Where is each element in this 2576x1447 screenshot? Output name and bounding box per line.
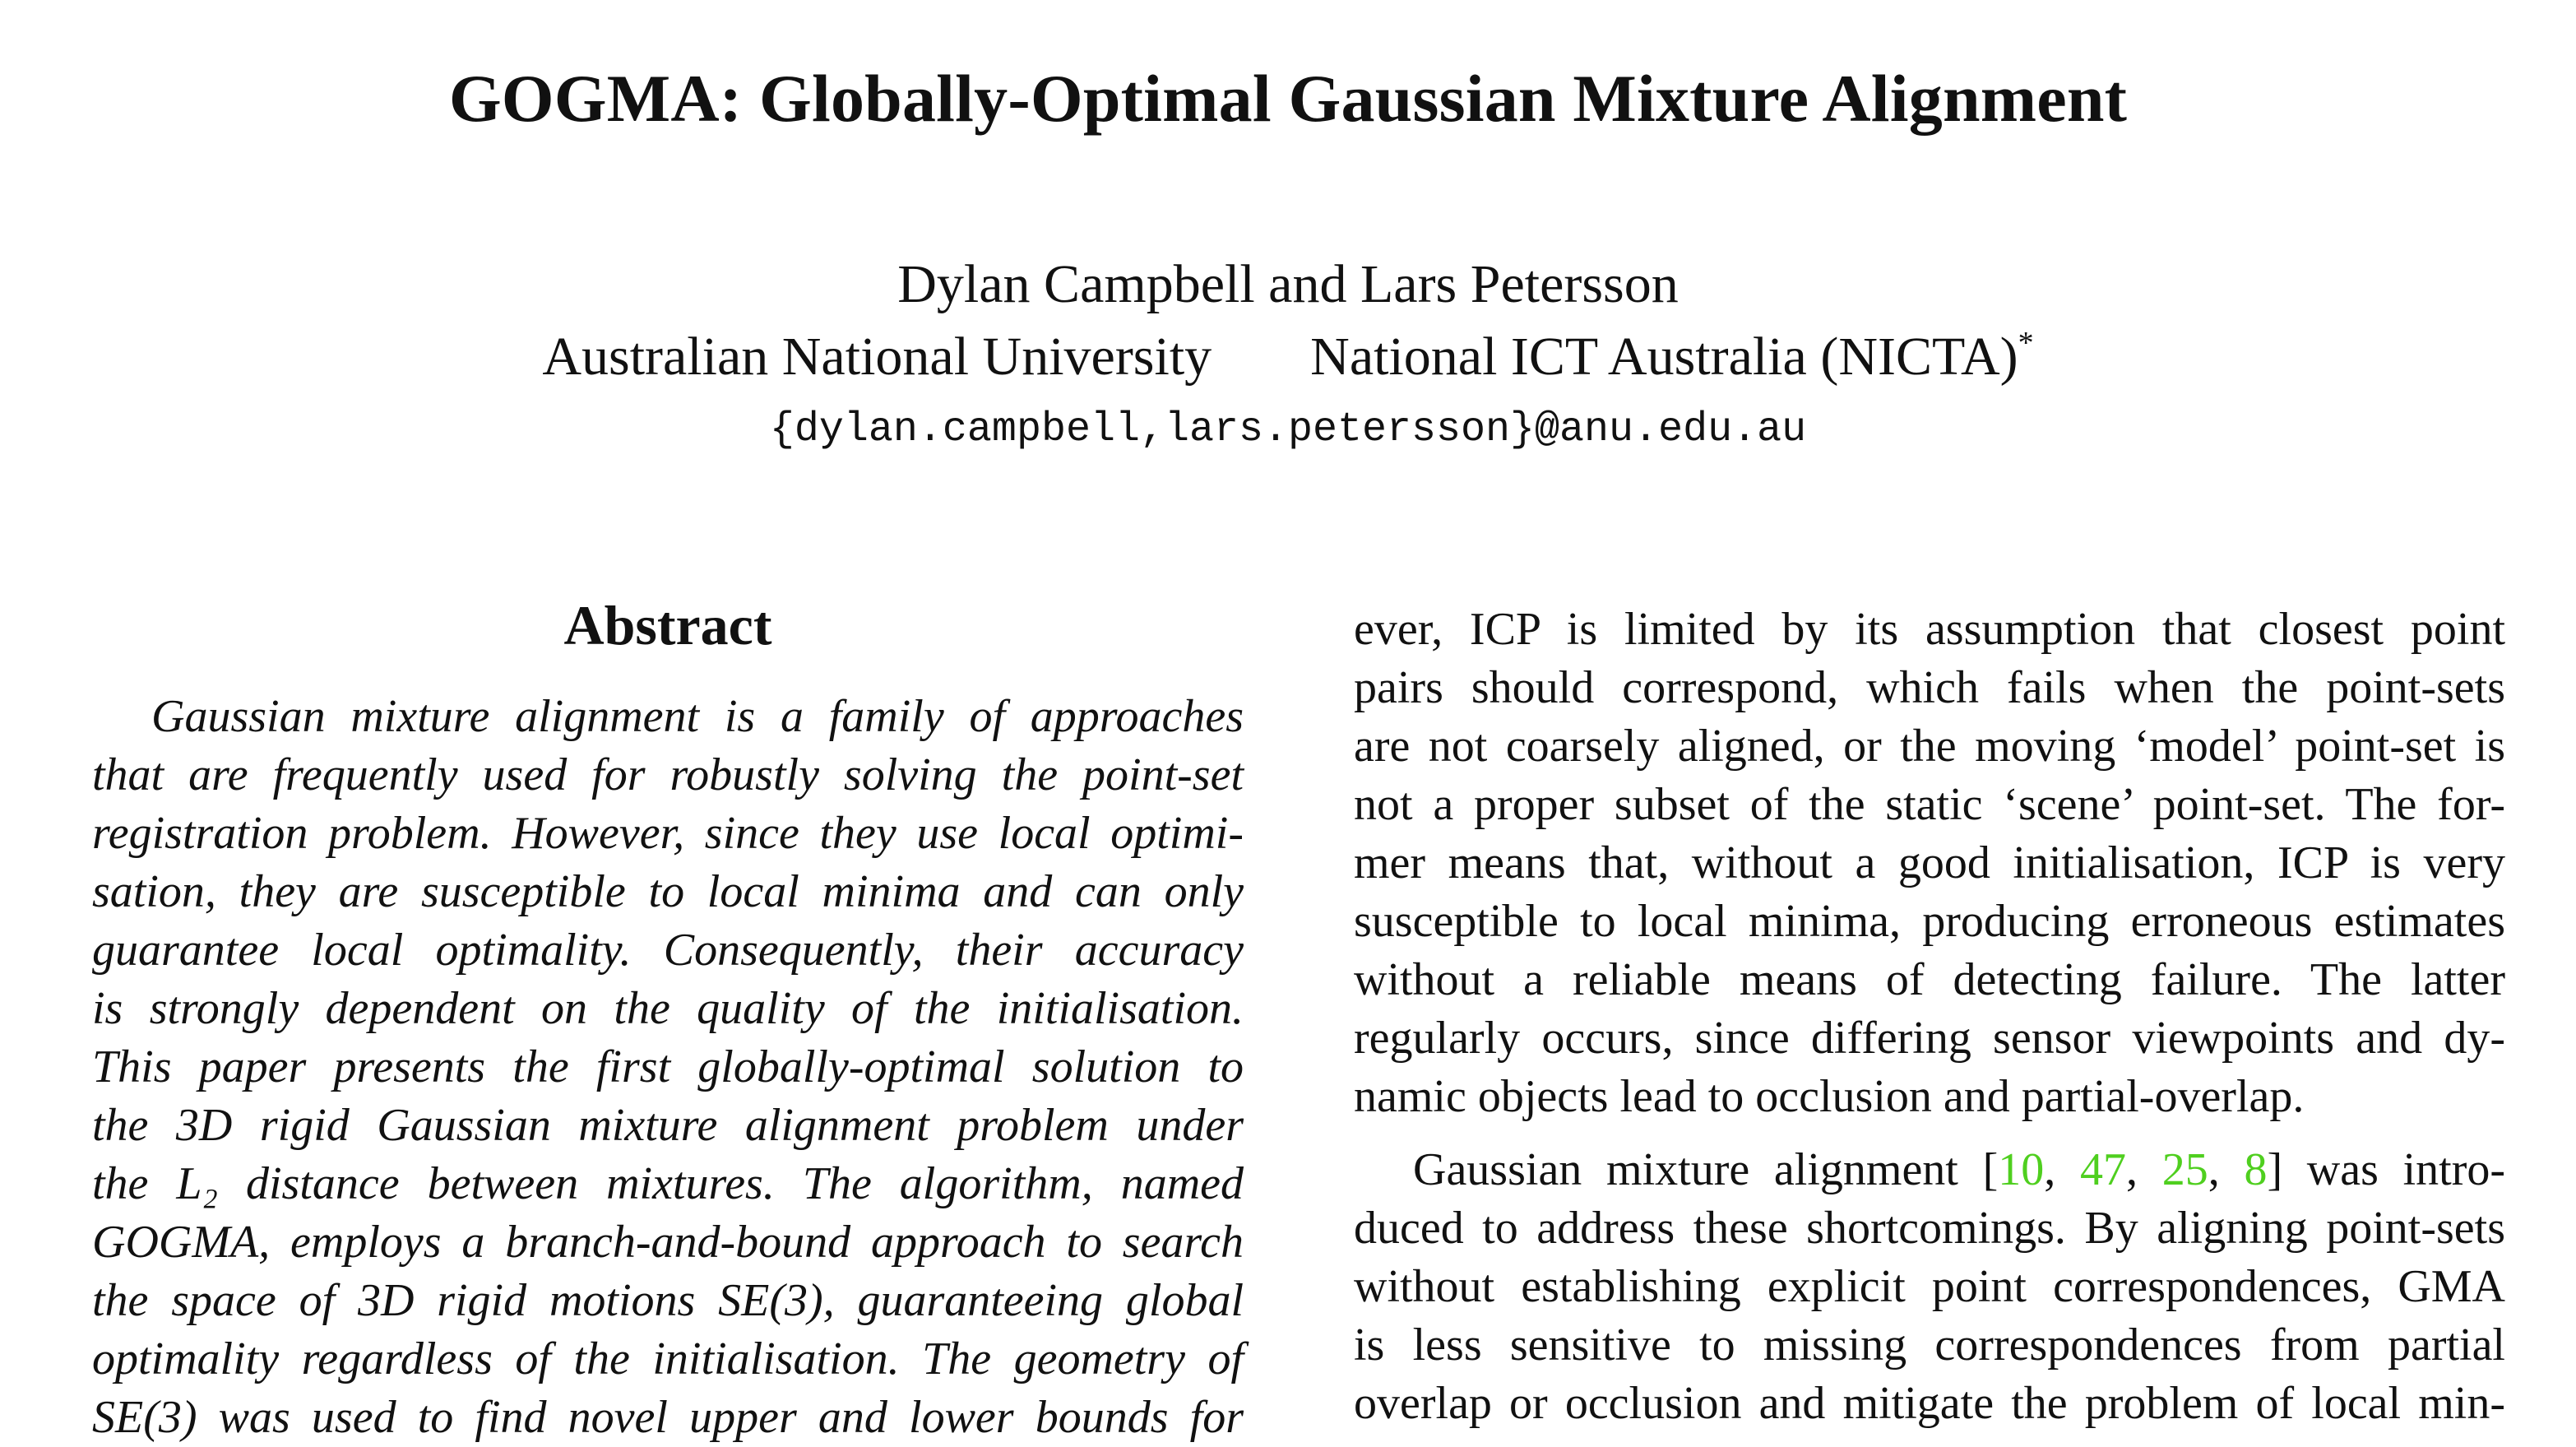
- abstract-line: the 3D rigid Gaussian mixture alignment problem under: [92, 1100, 1244, 1151]
- affiliation-footnote-mark: *: [2018, 326, 2034, 360]
- intro-line: are not coarsely aligned, or the moving ‘model’ point-set is: [1354, 721, 2505, 772]
- intro-column: [1354, 601, 2505, 1433]
- abstract-line: the space of 3D rigid motions SE(3), guaranteeing global: [92, 1275, 1244, 1326]
- paper-title: GOGMA: Globally-Optimal Gaussian Mixture Alignment: [448, 61, 2128, 136]
- abstract-line: registration problem. However, since they use local optimi-: [92, 808, 1244, 859]
- intro-line-with-citations: Gaussian mixture alignment [10, 47, 25, 8] was intro-: [1413, 1144, 2506, 1195]
- abstract-line: This paper presents the first globally-optimal solution to: [92, 1041, 1244, 1092]
- intro-line: duced to address these shortcomings. By aligning point-sets: [1354, 1203, 2505, 1254]
- affiliations: [0, 324, 2576, 390]
- citation-link[interactable]: 25: [2161, 1144, 2208, 1195]
- abstract-line: is strongly dependent on the quality of the initialisation.: [92, 983, 1244, 1034]
- intro-line: pairs should correspond, which fails when the point-sets: [1354, 662, 2505, 713]
- abstract-line: the L₂ distance between mixtures. The algorithm, named: [92, 1158, 1244, 1209]
- citation-link[interactable]: 10: [1998, 1144, 2045, 1195]
- intro-line: ever, ICP is limited by its assumption that closest point: [1354, 604, 2505, 655]
- abstract-line: that are frequently used for robustly solving the point-set: [92, 749, 1244, 800]
- author-names: Dylan Campbell and Lars Petersson: [897, 254, 1679, 314]
- intro-line: not a proper subset of the static ‘scene’ point-set. The for-: [1354, 779, 2505, 830]
- intro-line: without a reliable means of detecting failure. The latter: [1354, 954, 2505, 1005]
- intro-line: namic objects lead to occlusion and partial-overlap.: [1354, 1071, 2305, 1122]
- abstract-line: SE(3) was used to find novel upper and lower bounds for: [92, 1392, 1244, 1443]
- intro-line: regularly occurs, since differing sensor viewpoints and dy-: [1354, 1013, 2505, 1064]
- abstract-heading: Abstract: [563, 594, 772, 656]
- intro-line: overlap or occlusion and mitigate the problem of local min-: [1354, 1378, 2505, 1429]
- intro-text: ] was intro-: [2267, 1144, 2506, 1195]
- citation-link[interactable]: 8: [2244, 1144, 2268, 1195]
- abstract-line: optimality regardless of the initialisation. The geometry of: [92, 1333, 1244, 1384]
- abstract-line: Gaussian mixture alignment is a family of approaches: [151, 691, 1244, 742]
- abstract-line: sation, they are susceptible to local minima and can only: [92, 866, 1244, 917]
- abstract-line: guarantee local optimality. Consequently, their accuracy: [92, 925, 1244, 976]
- intro-line: is less sensitive to missing correspondences from partial: [1354, 1319, 2505, 1370]
- author-email: {dylan.campbell,lars.petersson}@anu.edu.au: [769, 406, 1807, 453]
- citation-link[interactable]: 47: [2079, 1144, 2126, 1195]
- intro-line: mer means that, without a good initialisation, ICP is very: [1354, 837, 2505, 888]
- intro-line: susceptible to local minima, producing erroneous estimates: [1354, 896, 2505, 947]
- abstract-body: [92, 688, 1244, 1447]
- abstract-line: GOGMA, employs a branch-and-bound approach to search: [92, 1217, 1244, 1268]
- affiliation-nicta: National ICT Australia (NICTA): [1310, 327, 2018, 387]
- intro-line: without establishing explicit point correspondences, GMA: [1354, 1261, 2505, 1312]
- intro-text: Gaussian mixture alignment [: [1413, 1144, 1999, 1195]
- affiliation-anu: Australian National University: [542, 327, 1212, 387]
